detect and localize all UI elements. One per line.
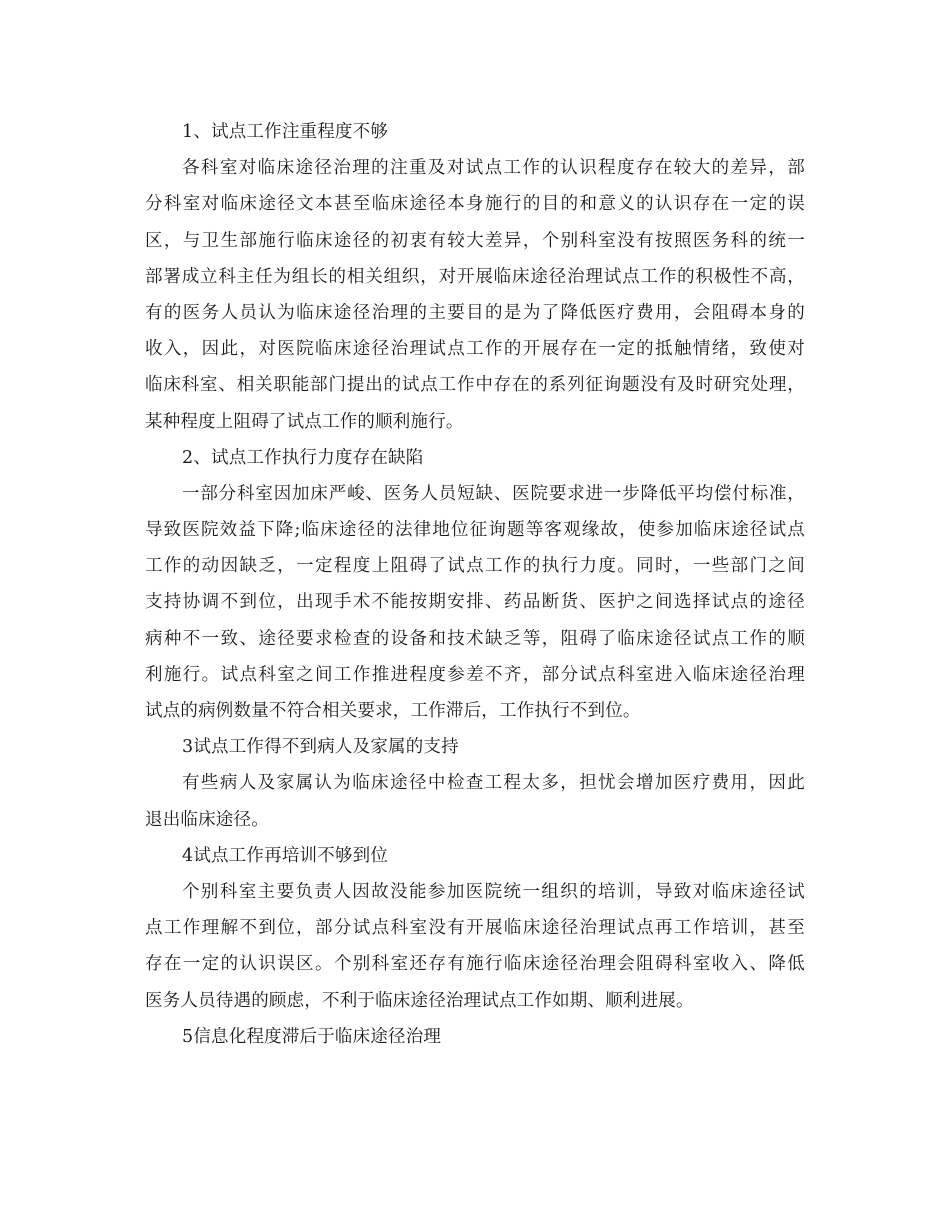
- paragraph-line: 利施行。试点科室之间工作推进程度参差不齐，部分试点科室进入临床途径治理: [145, 664, 805, 685]
- document-page: [145, 114, 805, 1055]
- paragraph-line: 试点的病例数量不符合相关要求，工作滞后，工作执行不到位。: [145, 701, 641, 721]
- paragraph-line: 分科室对临床途径文本甚至临床途径本身施行的目的和意义的认识存在一定的误: [145, 194, 805, 215]
- paragraph-line: 有些病人及家属认为临床途径中检查工程太多，担忧会增加医疗费用，因此: [182, 773, 805, 794]
- paragraph-line: 导致医院效益下降;临床途径的法律地位征询题等客观缘故，使参加临床途径试点: [145, 520, 805, 541]
- paragraph-line: 区，与卫生部施行临床途径的初衷有较大差异，个别科室没有按照医务科的统一: [145, 230, 805, 251]
- section-heading: 1、试点工作注重程度不够: [182, 122, 389, 142]
- paragraph-line: 某种程度上阻碍了试点工作的顺利施行。: [145, 411, 464, 432]
- paragraph-line: 收入，因此，对医院临床途径治理试点工作的开展存在一定的抵触情绪，致使对: [145, 339, 805, 360]
- paragraph-line: 病种不一致、途径要求检查的设备和技术缺乏等，阻碍了临床途径试点工作的顺: [145, 628, 805, 649]
- paragraph-line: 各科室对临床途径治理的注重及对试点工作的认识程度存在较大的差异，部: [182, 158, 805, 179]
- paragraph-line: 存在一定的认识误区。个别科室还存有施行临床途径治理会阻碍科室收入、降低: [145, 954, 805, 975]
- paragraph-line: 临床科室、相关职能部门提出的试点工作中存在的系列征询题没有及时研究处理，: [145, 375, 805, 396]
- paragraph-line: 退出临床途径。: [145, 809, 269, 830]
- paragraph-line: 工作的动因缺乏，一定程度上阻碍了试点工作的执行力度。同时，一些部门之间: [145, 556, 805, 577]
- section-heading: 4试点工作再培训不够到位: [182, 845, 389, 866]
- paragraph-line: 支持协调不到位，出现手术不能按期安排、药品断货、医护之间选择试点的途径: [145, 592, 805, 613]
- paragraph-line: 有的医务人员认为临床途径治理的主要目的是为了降低医疗费用，会阻碍本身的: [145, 302, 805, 323]
- paragraph-line: 一部分科室因加床严峻、医务人员短缺、医院要求进一步降低平均偿付标准，: [182, 483, 805, 504]
- paragraph-line: 点工作理解不到位，部分试点科室没有开展临床途径治理试点再工作培训，甚至: [145, 918, 805, 939]
- paragraph-line: 医务人员待遇的顾虑，不利于临床途径治理试点工作如期、顺利进展。: [145, 990, 694, 1011]
- paragraph-line: 部署成立科主任为组长的相关组织，对开展临床途径治理试点工作的积极性不高，: [145, 266, 805, 287]
- section-heading: 3试点工作得不到病人及家属的支持: [182, 737, 459, 758]
- section-heading: 2、试点工作执行力度存在缺陷: [182, 447, 424, 468]
- section-heading: 5信息化程度滞后于临床途径治理: [182, 1026, 442, 1047]
- paragraph-line: 个别科室主要负责人因故没能参加医院统一组织的培训，导致对临床途径试: [182, 881, 805, 902]
